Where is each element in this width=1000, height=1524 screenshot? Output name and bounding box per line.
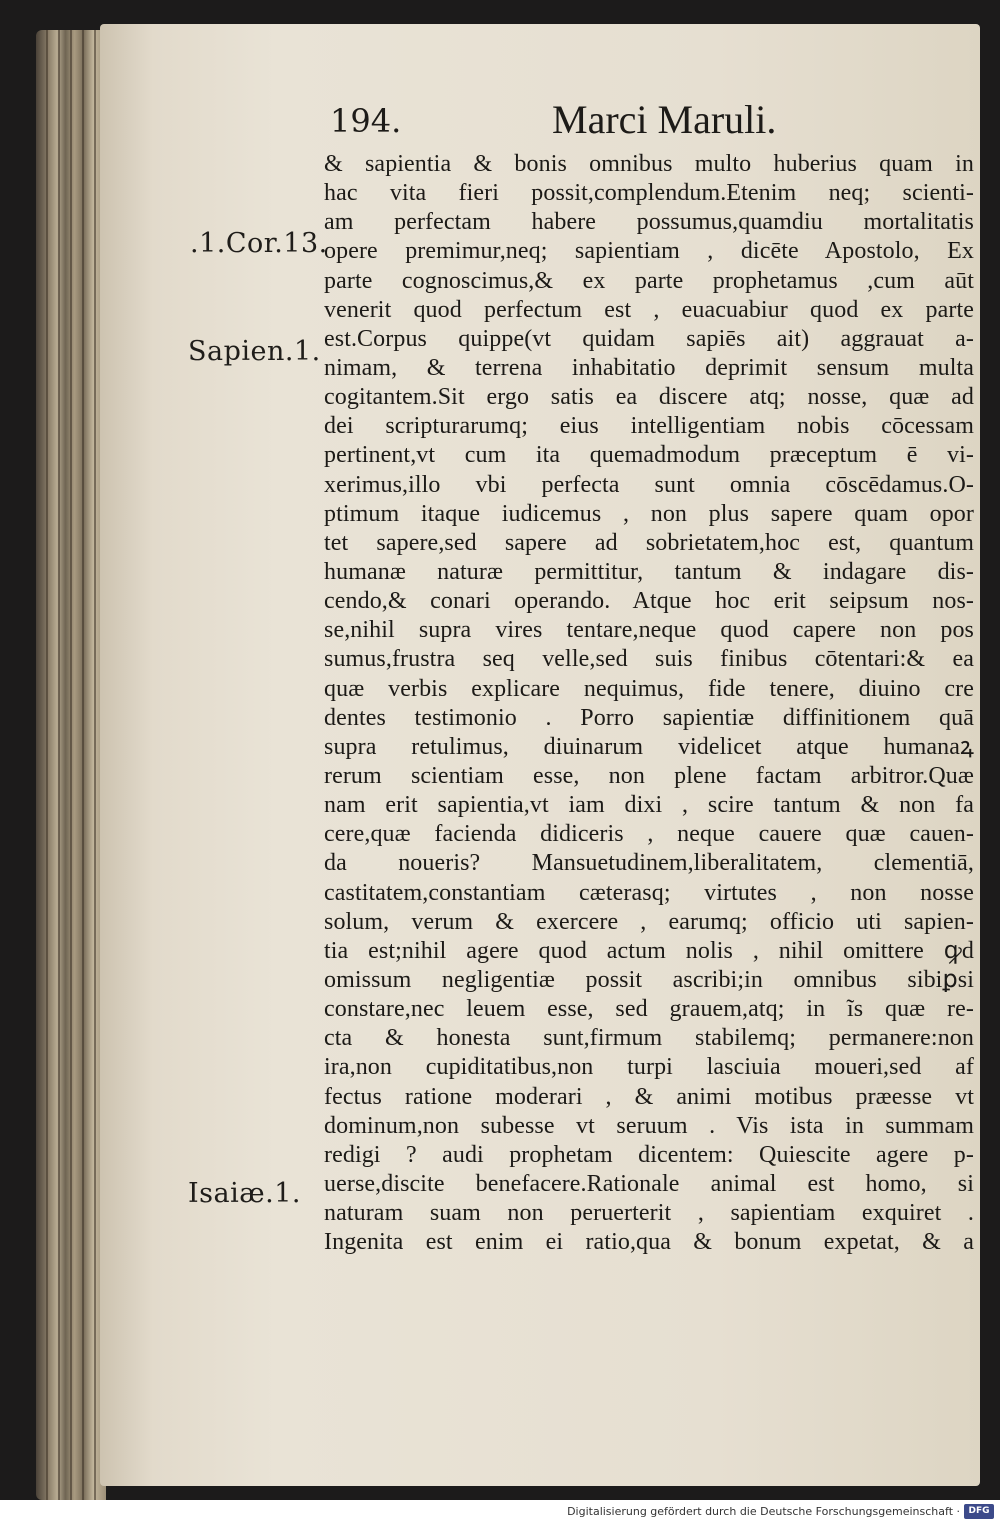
- text-line: da noueris? Mansuetudinem,liberalitatem, clementiā,: [324, 850, 974, 877]
- text-line: sumus,frustra seq velle,sed suis finibus cōtentari:& ea: [324, 646, 974, 673]
- text-line: quæ verbis explicare nequimus, fide tenere, diuino cre: [324, 675, 974, 702]
- footer-bar: [0, 1500, 1000, 1524]
- text-line: rerum scientiam esse, non plene factam arbitror.Quæ: [324, 762, 974, 789]
- text-line: ptimum itaque iudicemus , non plus sapere quam opor: [324, 500, 974, 527]
- text-line: dominum,non subesse vt seruum . Vis ista in summam: [324, 1112, 974, 1139]
- book-page-edges: [36, 30, 106, 1500]
- text-line: hac vita fieri possit,complendum.Etenim neq; scienti-: [324, 180, 974, 207]
- text-line: omissum negligentiæ possit ascribi;in omnibus sibiꝑsi: [324, 966, 974, 993]
- text-line: nam erit sapientia,vt iam dixi , scire tantum & non fa: [324, 792, 974, 819]
- text-line: tet sapere,sed sapere ad sobrietatem,hoc est, quantum: [324, 529, 974, 556]
- page-header: [322, 96, 982, 144]
- page-edge-line: [82, 30, 84, 1500]
- text-line: dentes testimonio . Porro sapientiæ diffinitionem quā: [324, 704, 974, 731]
- text-line: uerse,discite benefacere.Rationale animal est homo, si: [324, 1170, 974, 1197]
- text-line: opere premimur,neq; sapientiam , dicēte Apostolo, Ex: [324, 238, 974, 265]
- text-line: fectus ratione moderari , & animi motibus præesse vt: [324, 1083, 974, 1110]
- body-text: [324, 150, 974, 1257]
- text-line: solum, verum & exercere , earumq; officio uti sapien-: [324, 908, 974, 935]
- text-line: am perfectam habere possumus,quamdiu mortalitatis: [324, 209, 974, 236]
- text-line: tia est;nihil agere quod actum nolis , nihil omittere ꝙd: [324, 937, 974, 964]
- page-edge-line: [58, 30, 60, 1500]
- page-number: 194.: [330, 102, 402, 140]
- text-line: dei scripturarumq; eius intelligentiam nobis cōcessam: [324, 413, 974, 440]
- text-line: redigi ? audi prophetam dicentem: Quiescite agere p-: [324, 1141, 974, 1168]
- text-line: humanæ naturæ permittitur, tantum & indagare dis-: [324, 558, 974, 585]
- text-line: xerimus,illo vbi perfecta sunt omnia cōscēdamus.O-: [324, 471, 974, 498]
- margin-note-sapien: Sapien.1.: [188, 336, 321, 367]
- text-line: se,nihil supra vires tentare,neque quod capere non pos: [324, 617, 974, 644]
- text-line: cta & honesta sunt,firmum stabilemq; permanere:non: [324, 1025, 974, 1052]
- text-line: castitatem,constantiam cæterasq; virtutes , non nosse: [324, 879, 974, 906]
- text-line: cere,quæ facienda didiceris , neque cauere quæ cauen-: [324, 821, 974, 848]
- page-edge-line: [94, 30, 96, 1500]
- funding-credit: Digitalisierung gefördert durch die Deutsche Forschungsgemeinschaft ·: [567, 1505, 960, 1518]
- text-line: & sapientia & bonis omnibus multo huberius quam in: [324, 151, 974, 177]
- text-line: ira,non cupiditatibus,non turpi lasciuia moueri,sed af: [324, 1054, 974, 1081]
- text-line: supra retulimus, diuinarum videlicet atque humanaꝝ: [324, 733, 974, 760]
- dfg-logo: DFG: [964, 1504, 994, 1519]
- text-line: naturam suam non peruerterit , sapientiam exquiret .: [324, 1200, 974, 1227]
- text-line: est.Corpus quippe(vt quidam sapiēs ait) aggrauat a-: [324, 325, 974, 352]
- margin-note-isaiae: Isaiæ.1.: [188, 1178, 301, 1209]
- text-line: venerit quod perfectum est , euacuabiur quod ex parte: [324, 296, 974, 323]
- margin-note-cor: .1.Cor.13.: [190, 228, 328, 259]
- page-edge-line: [46, 30, 48, 1500]
- running-head: Marci Maruli.: [552, 97, 777, 142]
- text-line: parte cognoscimus,& ex parte prophetamus ,cum aūt: [324, 267, 974, 294]
- text-line: cogitantem.Sit ergo satis ea discere atq; nosse, quæ ad: [324, 384, 974, 411]
- text-line: constare,nec leuem esse, sed grauem,atq; in ĩs quæ re-: [324, 996, 974, 1023]
- text-line: Ingenita est enim ei ratio,qua & bonum expetat, & a: [324, 1229, 974, 1256]
- text-line: cendo,& conari operando. Atque hoc erit seipsum nos-: [324, 588, 974, 615]
- text-line: pertinent,vt cum ita quemadmodum præceptum ē vi-: [324, 442, 974, 469]
- text-line: nimam, & terrena inhabitatio deprimit sensum multa: [324, 354, 974, 381]
- page-edge-line: [70, 30, 72, 1500]
